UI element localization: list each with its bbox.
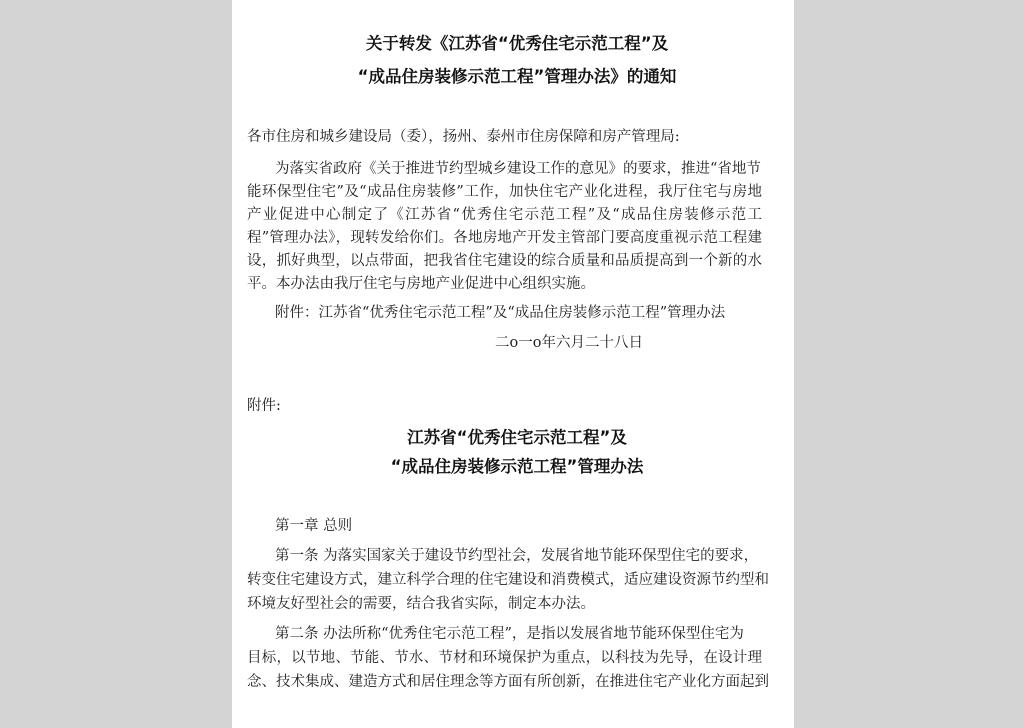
article-line: 第一条 为落实国家关于建设节约型社会，发展省地节能环保型住宅的要求，	[275, 548, 759, 564]
attachment-title-line-1: 江苏省“优秀住宅示范工程”及	[407, 428, 627, 447]
notice-addressee: 各市住房和城乡建设局（委），扬州、泰州市住房保障和房产管理局:	[247, 129, 680, 145]
article-line: 环境友好型社会的需要，结合我省实际，制定本办法。	[247, 596, 595, 612]
notice-body-line: 为落实省政府《关于推进节约型城乡建设工作的意见》的要求，推进“省地节	[275, 161, 761, 177]
article-line: 第二条 办法所称“优秀住宅示范工程”，是指以发展省地节能环保型住宅为	[275, 626, 744, 642]
notice-date: 二o一o年六月二十八日	[495, 335, 643, 351]
attachment-label: 附件:	[247, 398, 281, 414]
notice-body-line: 能环保型住宅”及“成品住房装修”工作，加快住宅产业化进程，我厅住宅与房地	[247, 184, 762, 200]
notice-body-line: 产业促进中心制定了《江苏省“优秀住宅示范工程”及“成品住房装修示范工	[247, 207, 762, 223]
notice-body-line: 程”管理办法》，现转发给你们。各地房地产开发主管部门要高度重视示范工程建	[247, 230, 762, 246]
article-line: 目标，以节地、节能、节水、节材和环境保护为重点，以科技为先导，在设计理	[247, 650, 762, 666]
notice-body-line: 平。本办法由我厅住宅与房地产业促进中心组织实施。	[247, 276, 595, 292]
article-line: 转变住宅建设方式，建立科学合理的住宅建设和消费模式，适应建设资源节约型和	[247, 572, 769, 588]
attachment-title-line-2: “成品住房装修示范工程”管理办法	[390, 457, 644, 476]
article-line: 念、技术集成、建造方式和居住理念等方面有所创新，在推进住宅产业化方面起到	[247, 674, 769, 690]
notice-attachment-line: 附件：江苏省“优秀住宅示范工程”及“成品住房装修示范工程”管理办法	[275, 305, 726, 321]
notice-title-line-1: 关于转发《江苏省“优秀住宅示范工程”及	[365, 34, 669, 53]
notice-body-line: 设，抓好典型，以点带面，把我省住宅建设的综合质量和品质提高到一个新的水	[247, 253, 762, 269]
chapter-heading: 第一章 总则	[275, 518, 353, 534]
document-page	[232, 0, 794, 728]
notice-title-line-2: “成品住房装修示范工程”管理办法》的通知	[357, 67, 677, 86]
